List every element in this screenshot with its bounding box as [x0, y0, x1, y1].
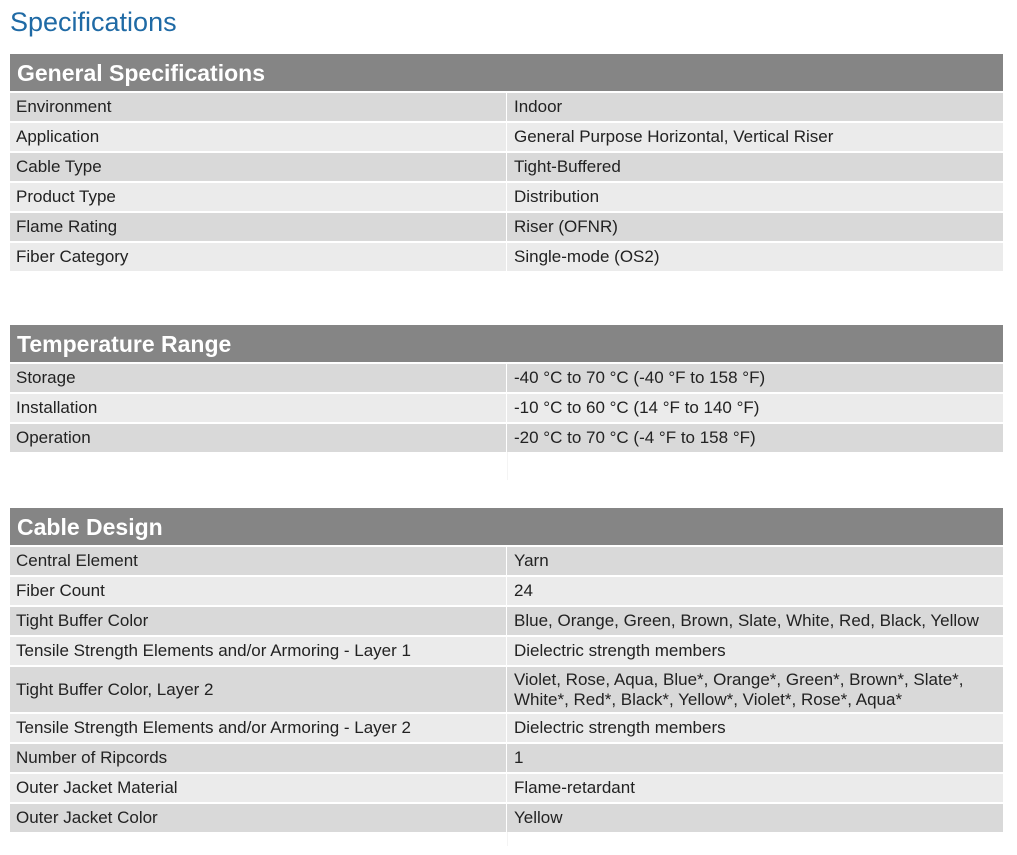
spec-label: Tensile Strength Elements and/or Armoring - Layer 2: [10, 714, 507, 742]
spec-value: Flame-retardant: [507, 774, 1003, 802]
spec-label: Operation: [10, 424, 507, 452]
spec-value: Blue, Orange, Green, Brown, Slate, White, Red, Black, Yellow: [507, 607, 1003, 635]
spec-label: Fiber Category: [10, 243, 507, 271]
table-row: [10, 545, 1003, 575]
spec-value: [507, 667, 1003, 712]
table-row: [10, 362, 1003, 392]
spec-value: Indoor: [507, 93, 1003, 121]
general-specifications-section: [10, 54, 1003, 271]
spacer-left: [10, 452, 508, 480]
spec-value: Dielectric strength members: [507, 714, 1003, 742]
spec-label: Flame Rating: [10, 213, 507, 241]
section-header-cable-design: Cable Design: [10, 508, 1003, 545]
table-row: [10, 635, 1003, 665]
spec-value: Yellow: [507, 804, 1003, 832]
table-row: [10, 241, 1003, 271]
spec-value-line-1: Violet, Rose, Aqua, Blue*, Orange*, Green*, Brown*, Slate*,: [514, 669, 964, 689]
temperature-range-section: [10, 325, 1003, 480]
spec-value: -40 °C to 70 °C (-40 °F to 158 °F): [507, 364, 1003, 392]
table-row: [10, 802, 1003, 832]
spec-label: Tight Buffer Color: [10, 607, 507, 635]
table-row: [10, 91, 1003, 121]
table-row: [10, 712, 1003, 742]
spec-value: Distribution: [507, 183, 1003, 211]
spec-value-text: [514, 670, 964, 710]
section-header-general: General Specifications: [10, 54, 1003, 91]
spec-label: Tight Buffer Color, Layer 2: [10, 667, 507, 712]
spec-label: Product Type: [10, 183, 507, 211]
spec-value: Single-mode (OS2): [507, 243, 1003, 271]
spec-value: Yarn: [507, 547, 1003, 575]
page-title: Specifications: [10, 7, 177, 37]
table-row: [10, 422, 1003, 452]
table-row: [10, 772, 1003, 802]
table-row: [10, 151, 1003, 181]
spec-value: Riser (OFNR): [507, 213, 1003, 241]
spec-value: -10 °C to 60 °C (14 °F to 140 °F): [507, 394, 1003, 422]
spec-label: Installation: [10, 394, 507, 422]
table-row: [10, 392, 1003, 422]
spec-label: Environment: [10, 93, 507, 121]
spec-label: Outer Jacket Material: [10, 774, 507, 802]
spec-value: -20 °C to 70 °C (-4 °F to 158 °F): [507, 424, 1003, 452]
table-row: [10, 211, 1003, 241]
spec-value: 24: [507, 577, 1003, 605]
table-spacer: [10, 832, 1003, 846]
section-header-temperature: Temperature Range: [10, 325, 1003, 362]
spec-label: Application: [10, 123, 507, 151]
table-row: [10, 605, 1003, 635]
spec-value: 1: [507, 744, 1003, 772]
table-row: [10, 121, 1003, 151]
spec-label: Tensile Strength Elements and/or Armoring - Layer 1: [10, 637, 507, 665]
table-row: [10, 181, 1003, 211]
spacer-left: [10, 832, 508, 846]
table-spacer: [10, 452, 1003, 480]
spacer-right: [508, 832, 1003, 846]
spec-label: Fiber Count: [10, 577, 507, 605]
table-row: [10, 665, 1003, 712]
spec-label: Cable Type: [10, 153, 507, 181]
cable-design-section: [10, 508, 1003, 846]
spec-value: Tight-Buffered: [507, 153, 1003, 181]
spec-label: Number of Ripcords: [10, 744, 507, 772]
spec-value-line-2: White*, Red*, Black*, Yellow*, Violet*, Rose*, Aqua*: [514, 689, 903, 709]
spacer-right: [508, 452, 1003, 480]
spec-value: General Purpose Horizontal, Vertical Riser: [507, 123, 1003, 151]
table-row: [10, 742, 1003, 772]
spec-label: Central Element: [10, 547, 507, 575]
table-row: [10, 575, 1003, 605]
spec-label: Outer Jacket Color: [10, 804, 507, 832]
spec-label: Storage: [10, 364, 507, 392]
spec-value: Dielectric strength members: [507, 637, 1003, 665]
